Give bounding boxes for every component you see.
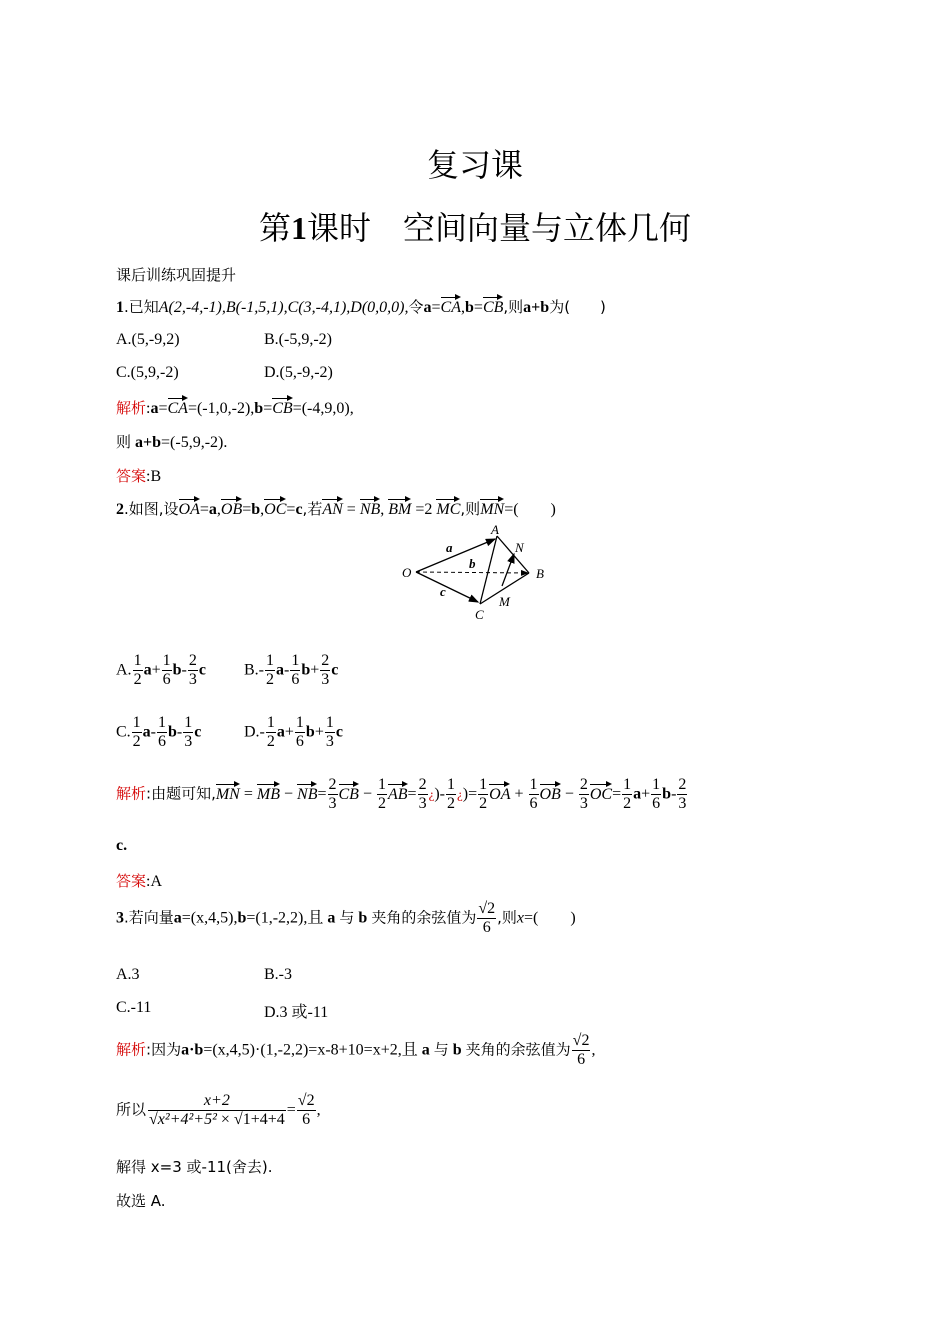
- q1-option-a: A.(5,-9,2): [116, 331, 180, 348]
- vector-mn: [502, 554, 514, 586]
- vector-oa: [416, 539, 495, 572]
- q3-solve: 解得 x=3 或-11(舍去).: [116, 1158, 273, 1176]
- edge-ab: [497, 536, 529, 573]
- page-title: 复习课: [426, 146, 523, 184]
- edge-ac: [480, 536, 497, 604]
- label-c: C: [475, 607, 484, 622]
- vector-figure: [398, 522, 558, 622]
- q1-analysis-line2: 则 a+b=(-5,9,-2).: [116, 433, 228, 451]
- label-vec-b: b: [469, 556, 476, 571]
- q1-option-c: C.(5,9,-2): [116, 364, 179, 381]
- q2-analysis-end: c.: [116, 837, 128, 854]
- label-a: A: [491, 522, 499, 537]
- q1-option-d: D.(5,-9,-2): [264, 364, 333, 381]
- page-subtitle: 第1课时 空间向量与立体几何: [258, 209, 692, 247]
- q2-option-d: D.- $\frac{1}{2}$ a+ $\frac{1}{6}$ b+ $\frac{1}{3}$ c: [244, 714, 343, 751]
- q3-stem: 3.若向量a=(x,4,5),b=(1,-2,2),且 a 与 b 夹角的余弦值为 $\frac{√2}{6}$ ,则x=( ): [116, 900, 576, 937]
- section-heading: 课后训练巩固提升: [116, 266, 237, 284]
- label-m: M: [499, 594, 510, 609]
- q3-option-d: D.3 或-11: [264, 1004, 329, 1021]
- q1-option-b: B.(-5,9,-2): [264, 331, 332, 348]
- q2-analysis: 解析:由题可知,MN = MB − NB= $\frac{2}{3}$ CB − $\frac{1}{2}$ AB= $\frac{2}{3}$ ¿)- $\frac{1}{2}$ ¿)= $\frac{1}{2}$ OA + $\frac{1}{6}$ OB − $\frac{2}{3}$ OC= $\frac{1}{2}$ a+ $\frac{1}{6}$ b- $\frac{2}{3}$: [116, 776, 687, 813]
- q1-answer: 答案:B: [116, 467, 162, 485]
- q2-option-a: A. $\frac{1}{2}$ a+ $\frac{1}{6}$ b- $\frac{2}{3}$ c: [116, 652, 206, 689]
- q1-stem: 1.已知A(2,-4,-1),B(-1,5,1),C(3,-4,1),D(0,0,0),令a=CA,b=CB,则a+b为( ): [116, 298, 606, 316]
- label-n: N: [515, 540, 524, 555]
- q3-option-c: C.-11: [116, 999, 152, 1016]
- q2-stem: 2.如图,设OA=a,OB=b,OC=c,若AN = NB, BM =2 MC,则MN=( ): [116, 500, 556, 518]
- q3-option-a: A.3: [116, 966, 140, 983]
- q1-analysis: 解析:a=CA=(-1,0,-2),b=CB=(-4,9,0),: [116, 399, 354, 417]
- vector-oc: [416, 572, 478, 602]
- label-vec-a: a: [446, 540, 453, 555]
- label-b: B: [536, 566, 544, 581]
- q3-option-b: B.-3: [264, 966, 292, 983]
- q3-formula: 所以 $\frac{x+2}{\text{√x²+4²+5² × √1+4+4}}$ = $\frac{√2}{6}$ ,: [116, 1092, 321, 1129]
- q2-option-b: B.- $\frac{1}{2}$ a- $\frac{1}{6}$ b+ $\frac{2}{3}$ c: [244, 652, 339, 689]
- q3-choose: 故选 A.: [116, 1192, 166, 1210]
- q2-option-c: C. $\frac{1}{2}$ a- $\frac{1}{6}$ b- $\frac{1}{3}$ c: [116, 714, 202, 751]
- label-o: O: [402, 565, 412, 580]
- q2-answer: 答案:A: [116, 872, 163, 890]
- label-vec-c: c: [440, 584, 446, 599]
- q3-analysis: 解析:因为a·b=(x,4,5)·(1,-2,2)=x-8+10=x+2,且 a 与 b 夹角的余弦值为 $\frac{√2}{6}$ ,: [116, 1032, 596, 1069]
- vector-ob: [416, 572, 528, 573]
